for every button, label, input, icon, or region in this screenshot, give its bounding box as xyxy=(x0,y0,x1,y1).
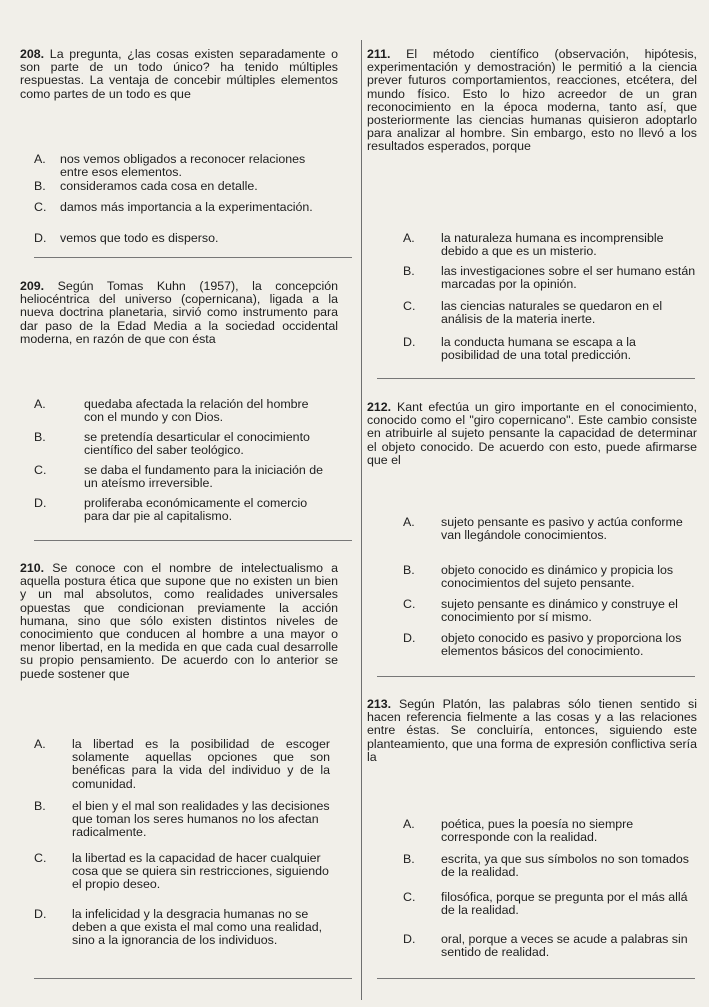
option-c[interactable] xyxy=(34,201,334,227)
question-stem: Se conoce con el nombre de intelectualismo a aquella postura ética que supone que no existen un bien y un mal absolutos, como realidades universales opuestas que condicionan previamente la acción humana, sino que sólo existen distintos niveles de conocimiento que conducen al hombre a una mayor o menor libertad, en la medida en que cada cual desarrolle su propio pensamiento. De acuerdo con lo anterior se puede sostener que xyxy=(20,561,338,681)
option-b[interactable] xyxy=(403,265,703,291)
option-text: las ciencias naturales se quedaron en el análisis de la materia inerte. xyxy=(441,299,663,327)
option-d[interactable] xyxy=(34,232,334,246)
option-letter: D. xyxy=(34,231,47,245)
question-stem: Kant efectúa un giro importante en el conocimiento, conocido como el "giro copernicano". Este cambio consiste en atribuirle al sujeto pensante la capacidad de determinar el objeto conocido. De acuerdo con esto, puede afirmarse que el xyxy=(367,400,697,467)
option-b[interactable] xyxy=(34,800,334,840)
option-d[interactable] xyxy=(403,632,703,658)
right-column xyxy=(363,0,709,1007)
question-number: 208. xyxy=(20,47,45,61)
option-d[interactable] xyxy=(34,908,334,962)
option-letter: D. xyxy=(403,932,416,946)
question-209 xyxy=(20,280,338,346)
option-letter: D. xyxy=(34,496,47,510)
option-a[interactable] xyxy=(34,738,334,790)
question-number: 213. xyxy=(367,697,392,711)
option-text: filosófica, porque se pregunta por el más allá de la realidad. xyxy=(441,890,688,918)
question-stem: Según Tomas Kuhn (1957), la concepción heliocéntrica del universo (copernicana), ligada a la nueva doctrina planetaria, sirvió como instrumento para dar paso de la Edad Media a la sociedad occidental moderna, en razón de que con ésta xyxy=(20,279,338,346)
separator xyxy=(34,540,352,541)
option-text: sujeto pensante es dinámico y construye el conocimiento por sí mismo. xyxy=(441,597,678,625)
option-letter: C. xyxy=(403,597,416,611)
question-stem: El método científico (observación, hipótesis, experimentación y demostración) le permitió a la ciencia prever futuros comportamientos, reacciones, etcétera, del mundo físico. Esto lo hizo acreedor de un gran reconocimiento en la época moderna, tanto así, que posteriormente las ciencias humanas quisieron adoptarlo para analizar al hombre. Sin embargo, esto no llevó a los resultados esperados, porque xyxy=(367,47,697,154)
option-letter: A. xyxy=(34,152,46,166)
option-letter: B. xyxy=(34,179,46,193)
option-letter: C. xyxy=(34,851,47,865)
option-c[interactable] xyxy=(403,300,703,326)
option-text: objeto conocido es dinámico y propicia los conocimientos del sujeto pensante. xyxy=(441,563,674,591)
option-text: objeto conocido es pasivo y proporciona los elementos básicos del conocimiento. xyxy=(441,631,682,659)
option-letter: C. xyxy=(403,890,416,904)
option-text: poética, pues la poesía no siempre corresponde con la realidad. xyxy=(441,817,634,845)
option-a[interactable] xyxy=(403,232,703,258)
option-text: el bien y el mal son realidades y las decisiones que toman los seres humanos no los afectan radicalmente. xyxy=(72,799,330,840)
option-text: escrita, ya que sus símbolos no son tomados de la realidad. xyxy=(441,852,689,880)
separator xyxy=(377,978,695,979)
option-letter: A. xyxy=(34,737,46,751)
option-text: consideramos cada cosa en detalle. xyxy=(60,179,258,193)
option-text: se daba el fundamento para la iniciación de un ateísmo irreversible. xyxy=(84,463,324,491)
option-letter: C. xyxy=(34,200,47,214)
option-a[interactable] xyxy=(34,398,334,424)
option-d[interactable] xyxy=(403,933,703,959)
question-number: 210. xyxy=(20,561,45,575)
question-number: 211. xyxy=(367,47,391,61)
option-d[interactable] xyxy=(34,497,334,523)
option-a[interactable] xyxy=(403,818,703,844)
question-211 xyxy=(367,48,697,154)
option-text: oral, porque a veces se acude a palabras sin sentido de realidad. xyxy=(441,932,688,960)
option-letter: A. xyxy=(34,397,46,411)
option-text: la libertad es la capacidad de hacer cualquier cosa que se quiera sin restricciones, siguiendo el propio deseo. xyxy=(72,851,329,892)
question-208 xyxy=(20,48,338,101)
option-text: quedaba afectada la relación del hombre con el mundo y con Dios. xyxy=(84,397,309,425)
question-stem: Según Platón, las palabras sólo tienen sentido si hacen referencia fielmente a las cosas y a las relaciones entre éstas. Se concluiría, entonces, siguiendo este planteamiento, que una forma de expresión conflictiva sería la xyxy=(367,697,697,764)
option-letter: D. xyxy=(403,631,416,645)
option-letter: B. xyxy=(403,264,415,278)
option-a[interactable] xyxy=(34,153,334,179)
option-letter: A. xyxy=(403,231,415,245)
separator xyxy=(34,978,352,979)
option-text: la infelicidad y la desgracia humanas no se deben a que exista el mal como una realidad, sino a la ignorancia de los individuos. xyxy=(72,907,323,948)
question-213 xyxy=(367,698,697,764)
option-text: proliferaba económicamente el comercio para dar pie al capitalismo. xyxy=(84,496,308,524)
option-c[interactable] xyxy=(34,852,334,892)
separator xyxy=(377,676,695,677)
option-text: la conducta humana se escapa a la posibilidad de una total predicción. xyxy=(441,335,636,363)
question-210 xyxy=(20,562,338,681)
option-letter: C. xyxy=(34,463,47,477)
option-b[interactable] xyxy=(34,180,334,194)
option-c[interactable] xyxy=(403,598,703,624)
option-letter: B. xyxy=(403,852,415,866)
option-letter: B. xyxy=(34,799,46,813)
option-letter: D. xyxy=(34,907,47,921)
question-number: 209. xyxy=(20,279,45,293)
option-text: se pretendía desarticular el conocimiento científico del saber teológico. xyxy=(84,430,310,458)
option-text: damos más importancia a la experimentación. xyxy=(60,200,313,214)
option-letter: B. xyxy=(403,563,415,577)
separator xyxy=(34,257,352,258)
option-b[interactable] xyxy=(403,853,703,879)
option-text: sujeto pensante es pasivo y actúa conforme van llegándole conocimientos. xyxy=(441,515,683,543)
option-letter: A. xyxy=(403,515,415,529)
question-number: 212. xyxy=(367,400,392,414)
option-letter: B. xyxy=(34,430,46,444)
question-stem: La pregunta, ¿las cosas existen separadamente o son parte de un todo único? ha tenido múltiples respuestas. La ventaja de concebir múltiples elementos como partes de un todo es que xyxy=(20,47,338,101)
option-letter: D. xyxy=(403,335,416,349)
question-212 xyxy=(367,401,697,467)
option-text: vemos que todo es disperso. xyxy=(60,231,219,245)
column-divider xyxy=(361,40,362,1000)
option-c[interactable] xyxy=(34,464,334,490)
option-b[interactable] xyxy=(403,564,703,590)
option-text: la naturaleza humana es incomprensible debido a que es un misterio. xyxy=(441,231,664,259)
separator xyxy=(377,378,695,379)
option-c[interactable] xyxy=(403,891,703,917)
option-a[interactable] xyxy=(403,516,703,542)
option-b[interactable] xyxy=(34,431,334,457)
option-text: la libertad es la posibilidad de escoger solamente aquellas opciones que son benéficas para la vida del individuo y de la comunidad. xyxy=(72,737,330,791)
option-letter: A. xyxy=(403,817,415,831)
option-text: nos vemos obligados a reconocer relaciones entre esos elementos. xyxy=(60,152,306,180)
option-d[interactable] xyxy=(403,336,703,362)
option-letter: C. xyxy=(403,299,416,313)
option-text: las investigaciones sobre el ser humano están marcadas por la opinión. xyxy=(441,264,696,292)
